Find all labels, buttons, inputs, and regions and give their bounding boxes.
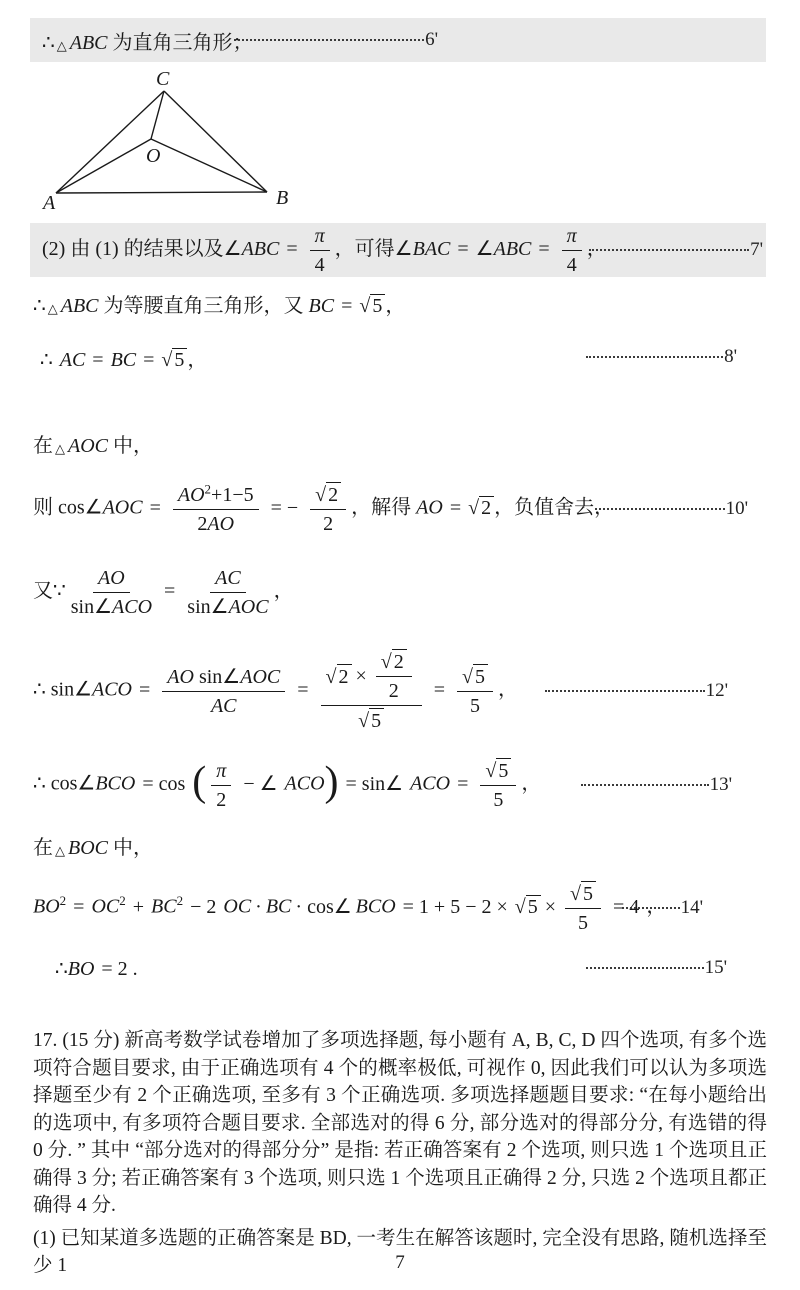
operator: =	[457, 237, 469, 260]
sqrt	[326, 664, 352, 689]
operator: =	[92, 348, 104, 371]
math-text: sin∠	[70, 595, 113, 618]
numerator: π	[310, 224, 330, 251]
therefore-symbol: ∴	[33, 294, 46, 317]
numerator: π	[562, 224, 582, 251]
numerator	[376, 649, 412, 677]
solution-line-8b	[33, 340, 767, 374]
operator: =	[297, 678, 309, 701]
cjk-text: 在	[33, 434, 53, 457]
vertex-label-C: C	[156, 70, 170, 90]
cjk-text: 又	[33, 579, 53, 602]
math-var: AO	[177, 483, 205, 506]
math-text: ∴ sin∠	[33, 678, 92, 701]
solution-line-11-text	[33, 566, 294, 619]
edge-CB	[164, 91, 267, 192]
sqrt	[468, 497, 494, 519]
operator: =	[164, 579, 176, 602]
solution-line-7-text	[42, 224, 607, 277]
angle-symbol: ∠	[394, 237, 413, 260]
sqrt	[381, 651, 407, 673]
sqrt	[570, 883, 596, 905]
solution-line-6	[30, 18, 766, 62]
radicand: 5	[581, 881, 596, 906]
math-var: BC	[265, 895, 292, 918]
math-var: AC	[59, 348, 86, 371]
cjk-text: 为等腰直角三角形，又	[98, 294, 309, 317]
radicand: 5	[370, 294, 385, 318]
math-text: ∴ cos∠	[33, 772, 96, 795]
math-var: AO	[207, 512, 235, 535]
math-var: AO	[167, 665, 194, 688]
math-text: sin∠	[193, 665, 241, 688]
fraction	[310, 482, 346, 536]
page-number: 7	[395, 1252, 405, 1273]
operator: ·	[255, 895, 262, 918]
operator: =	[139, 678, 151, 701]
score-label: 15'	[704, 957, 727, 978]
numerator	[321, 649, 422, 706]
edge-AB	[56, 192, 267, 193]
function-token: cos∠	[58, 496, 103, 519]
dotted-leader	[545, 690, 705, 692]
dotted-leader	[586, 967, 704, 969]
therefore-symbol: ∴	[42, 31, 55, 54]
numerator	[565, 881, 601, 909]
math-var: OC	[223, 895, 252, 918]
operator: =	[449, 496, 462, 519]
score-label: 12'	[705, 680, 728, 701]
cjk-text: ，可得	[334, 237, 395, 260]
radicand: 2	[337, 664, 352, 689]
superscript: 2	[119, 892, 126, 908]
problem-17-text: 17. (15 分) 新高考数学试卷增加了多项选择题, 每小题有 A, B, C, D 四个选项, 有多个选项符合题目要求, 由于正确选项有 4 个的概率极低, 可视作 0, 因此我们可以认为多项选择题至少有 2 个正确选项, 至多有 3 个正确选项. 多项选择题题目要求: “在每小题给出的选项中, 有多项符合题目要求. 全部选对的得 6 分, 部分选对的得部分分, 有选错的得 0 分. ” 其中 “部分选对的得部分分” 是指: 若正确答案有 2 个选项, 则只选 1 个选项且正确得 3 分; 若正确答案有 3 个选项, 则只选 1 个选项且正确得 2 分, 只选 2 个选项且都正确得 4 分.	[33, 1030, 767, 1216]
fraction	[173, 480, 259, 536]
vertex-label-B: B	[276, 187, 289, 209]
operator: =	[149, 496, 161, 519]
cjk-text: ，	[498, 678, 519, 701]
operator: =	[143, 348, 155, 371]
big-left-paren: (	[192, 759, 207, 805]
operator: = cos	[142, 772, 186, 795]
operator: − ∠	[243, 772, 278, 795]
fraction	[71, 566, 152, 619]
denominator: 5	[470, 695, 481, 717]
solution-line-15	[33, 952, 767, 984]
triangle-symbol: △	[55, 842, 65, 858]
numerator: AO	[93, 566, 130, 593]
numerator	[173, 480, 259, 510]
edge-AO	[56, 139, 151, 193]
sqrt	[359, 295, 385, 317]
math-text: +1−5	[211, 483, 254, 506]
score-leader	[545, 680, 728, 702]
cjk-text: (2) 由 (1) 的结果以及	[42, 237, 224, 260]
solution-line-13-text	[33, 758, 541, 812]
operator: =	[538, 237, 550, 260]
math-var: ABC	[493, 237, 532, 260]
cjk-text: ，	[646, 895, 667, 918]
sqrt	[161, 349, 187, 371]
superscript: 2	[176, 892, 184, 908]
vertex-label-A: A	[43, 192, 56, 214]
operator: ×	[544, 895, 557, 918]
fraction	[211, 759, 231, 812]
fraction	[187, 566, 268, 619]
therefore-symbol: ∴	[55, 957, 68, 980]
solution-line-6-text	[42, 26, 253, 55]
solution-line-9-text	[33, 429, 153, 458]
triangle-symbol: △	[56, 37, 67, 53]
solution-line-7	[30, 223, 766, 277]
solution-line-13	[33, 754, 767, 816]
denominator	[358, 706, 384, 733]
fraction	[162, 665, 285, 718]
operator: +	[132, 895, 145, 918]
superscript: 2	[204, 480, 212, 496]
operator: − 2	[190, 895, 217, 918]
denominator: 5	[493, 789, 504, 811]
cjk-text: ，解得	[351, 496, 417, 519]
fraction	[480, 758, 516, 812]
math-var: AO	[416, 496, 443, 519]
denominator: 5	[578, 912, 589, 934]
operator: = 1 + 5 − 2 ×	[402, 895, 508, 918]
score-leader	[586, 957, 727, 979]
math-var: BO	[67, 957, 95, 980]
solution-line-12-text	[33, 649, 518, 733]
denominator	[197, 510, 234, 536]
sqrt	[485, 760, 511, 782]
cjk-text: ，	[273, 579, 294, 602]
edge-CO	[151, 91, 164, 139]
cjk-text: ，	[187, 348, 208, 371]
denominator: AC	[210, 694, 237, 717]
math-var: AOC	[102, 496, 143, 519]
cjk-text: ，	[586, 237, 607, 260]
solution-line-8b-text	[33, 343, 207, 372]
score-label: 10'	[725, 498, 748, 519]
score-leader	[234, 29, 438, 51]
math-var: ABC	[69, 31, 108, 54]
fraction	[565, 881, 601, 935]
score-label: 13'	[709, 774, 732, 795]
operator: =	[286, 237, 298, 260]
operator: · cos∠	[295, 895, 352, 918]
math-var: ACO	[92, 678, 132, 701]
score-leader	[586, 346, 737, 368]
cjk-text: ，负值舍去，	[494, 496, 615, 519]
sqrt	[315, 484, 341, 506]
math-var: AOC	[240, 665, 281, 688]
radicand: 5	[526, 895, 541, 919]
math-var: BC	[308, 294, 335, 317]
dotted-leader	[622, 907, 680, 909]
fraction	[376, 649, 412, 703]
solution-line-15-text	[33, 956, 145, 981]
score-leader	[595, 498, 748, 520]
math-var: AOC	[68, 434, 108, 457]
operator: =	[433, 678, 446, 701]
solution-line-12	[33, 645, 767, 737]
radicand: 5	[369, 708, 384, 733]
problem-17-part-1: (1) 已知某道多选题的正确答案是 BD, 一考生在解答该题时, 完全没有思路, 随机选择至少 1	[33, 1227, 767, 1276]
solution-line-14b-text	[33, 881, 666, 935]
denominator: 2	[323, 513, 334, 535]
dotted-leader	[234, 39, 424, 41]
radicand: 5	[496, 758, 511, 783]
therefore-symbol: ∴	[40, 348, 53, 371]
math-var: BAC	[412, 237, 451, 260]
radicand: 2	[479, 496, 494, 520]
numerator: AC	[210, 566, 246, 593]
operator: =	[457, 772, 469, 795]
cjk-text: ，	[521, 772, 542, 795]
math-var: ABC	[241, 237, 280, 260]
radicand: 5	[172, 348, 187, 372]
fraction	[321, 649, 422, 733]
vertex-label-O: O	[146, 145, 161, 167]
dotted-leader	[589, 249, 749, 251]
operator: = 4	[613, 895, 640, 918]
solution-line-9	[33, 429, 767, 457]
numerator	[457, 664, 493, 692]
operator: = sin∠	[345, 772, 404, 795]
math-var: AOC	[228, 595, 269, 618]
math-var: BO	[33, 895, 60, 918]
numerator	[310, 482, 346, 510]
radicand: 5	[473, 664, 488, 689]
cjk-text: 中，	[108, 434, 153, 457]
superscript: 2	[59, 892, 67, 908]
sqrt	[358, 710, 384, 732]
radicand: 2	[326, 482, 341, 507]
denominator: 2	[216, 788, 227, 811]
numerator	[480, 758, 516, 786]
big-right-paren: )	[324, 759, 339, 805]
radicand: 2	[392, 649, 407, 674]
solution-line-10-text	[33, 482, 614, 536]
operator: =	[341, 294, 353, 317]
score-label: 7'	[750, 239, 763, 260]
operator: ×	[355, 665, 367, 687]
operator: = −	[270, 496, 299, 519]
solution-line-14b	[33, 873, 767, 943]
triangle-figure	[40, 70, 767, 215]
triangle-symbol: △	[47, 300, 58, 316]
cjk-text: 为直角三角形；	[107, 31, 253, 54]
solution-line-11	[33, 561, 767, 623]
denominator: 2	[388, 680, 399, 702]
math-var: ACO	[112, 595, 153, 618]
score-label: 6'	[425, 29, 438, 50]
solution-line-10	[33, 473, 767, 545]
score-leader	[622, 897, 703, 919]
because-symbol: ∵	[53, 579, 66, 602]
fraction	[457, 664, 493, 718]
cjk-text: ，	[385, 294, 406, 317]
page-content	[0, 18, 800, 1280]
math-var: ACO	[410, 772, 451, 795]
solution-line-14a	[33, 831, 767, 859]
solution-line-8a	[33, 286, 767, 320]
fraction	[310, 224, 330, 277]
denominator: 4	[566, 253, 577, 276]
sqrt	[462, 666, 488, 688]
score-label: 14'	[680, 897, 703, 918]
solution-line-14a-text	[33, 831, 153, 860]
math-var: BC	[110, 348, 137, 371]
math-text: sin∠	[187, 595, 229, 618]
cjk-text: 中，	[108, 836, 153, 859]
edge-OB	[151, 139, 267, 192]
math-var: BOC	[68, 836, 108, 859]
math-var: BC	[151, 895, 177, 918]
dotted-leader	[581, 784, 709, 786]
sqrt	[515, 896, 541, 918]
cjk-text: 则	[33, 496, 58, 519]
score-leader	[581, 774, 732, 796]
fraction	[562, 224, 582, 277]
math-var: ABC	[60, 294, 99, 317]
denominator	[71, 593, 152, 619]
cjk-text: 在	[33, 836, 53, 859]
operator: = 2 .	[101, 957, 138, 980]
math-var: BCO	[355, 895, 396, 918]
numerator: π	[211, 759, 231, 786]
math-var: OC	[91, 895, 120, 918]
angle-symbol: ∠	[475, 237, 494, 260]
triangle-symbol: △	[55, 440, 65, 456]
numerator	[162, 665, 285, 692]
score-label: 8'	[724, 346, 737, 367]
angle-symbol: ∠	[223, 237, 242, 260]
score-leader	[586, 237, 763, 261]
solution-line-8a-text	[33, 289, 405, 318]
operator: =	[73, 895, 85, 918]
dotted-leader	[586, 356, 723, 358]
math-text: 2	[197, 512, 208, 535]
denominator: 4	[314, 253, 325, 276]
dotted-leader	[595, 508, 725, 510]
edge-AC	[56, 91, 164, 193]
denominator	[187, 593, 268, 619]
triangle-figure-svg	[40, 70, 300, 215]
math-var: BCO	[95, 772, 136, 795]
math-var: ACO	[284, 772, 325, 795]
